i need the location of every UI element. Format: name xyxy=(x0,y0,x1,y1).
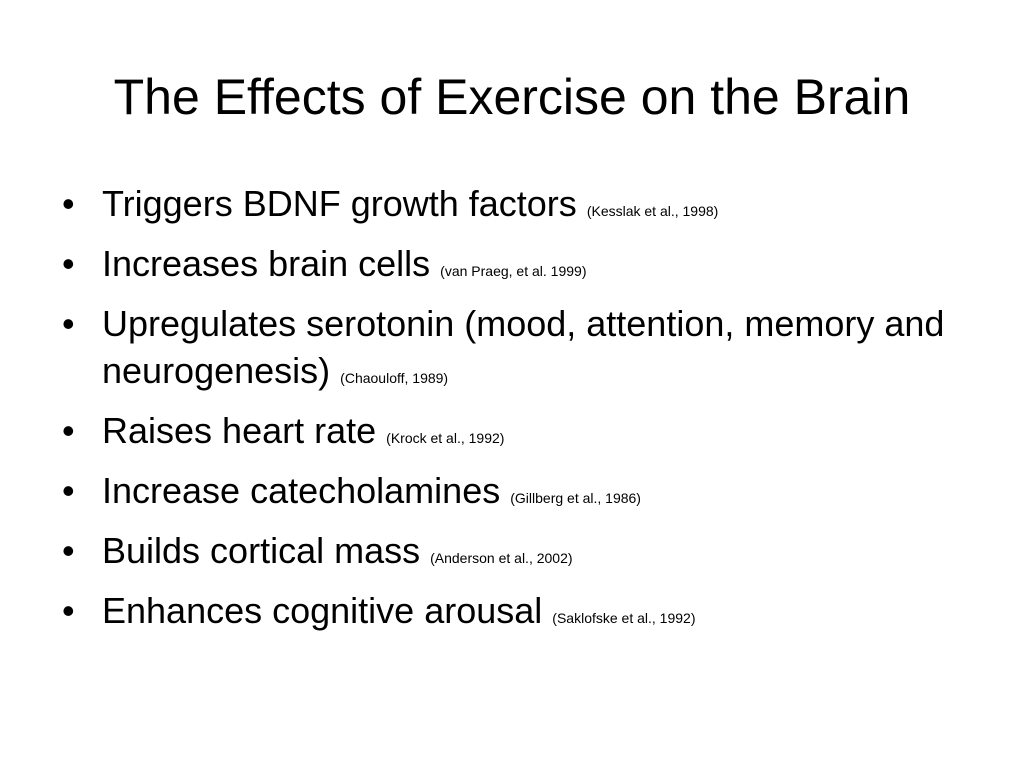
bullet-citation: (Gillberg et al., 1986) xyxy=(510,490,641,506)
slide-title: The Effects of Exercise on the Brain xyxy=(113,69,911,125)
bullet-dot-icon: • xyxy=(62,410,75,451)
bullet-item xyxy=(62,240,962,287)
bullet-item xyxy=(62,467,962,514)
bullet-citation: (Anderson et al., 2002) xyxy=(430,550,573,566)
bullet-citation: (Krock et al., 1992) xyxy=(386,430,505,446)
bullet-text: Triggers BDNF growth factors xyxy=(102,183,577,224)
bullet-text: Increase catecholamines xyxy=(102,470,501,511)
bullet-list xyxy=(62,180,962,647)
bullet-citation: (Saklofske et al., 1992) xyxy=(552,610,696,626)
bullet-item xyxy=(62,587,962,634)
bullet-citation: (Kesslak et al., 1998) xyxy=(586,203,719,219)
bullet-text: Increases brain cells xyxy=(102,243,431,284)
bullet-text: Upregulates serotonin (mood, attention, memory and neurogenesis) xyxy=(102,303,945,391)
bullet-item xyxy=(62,527,962,574)
bullet-dot-icon: • xyxy=(62,183,75,224)
bullet-dot-icon: • xyxy=(62,303,75,344)
bullet-citation: (Chaouloff, 1989) xyxy=(340,370,449,386)
bullet-dot-icon: • xyxy=(62,530,75,571)
bullet-citation: (van Praeg, et al. 1999) xyxy=(440,263,587,279)
bullet-text: Enhances cognitive arousal xyxy=(102,590,543,631)
bullet-item xyxy=(62,300,962,394)
bullet-dot-icon: • xyxy=(62,470,75,511)
bullet-dot-icon: • xyxy=(62,243,75,284)
bullet-dot-icon: • xyxy=(62,590,75,631)
bullet-item xyxy=(62,407,962,454)
bullet-item xyxy=(62,180,962,227)
bullet-text: Raises heart rate xyxy=(102,410,377,451)
bullet-text: Builds cortical mass xyxy=(102,530,421,571)
